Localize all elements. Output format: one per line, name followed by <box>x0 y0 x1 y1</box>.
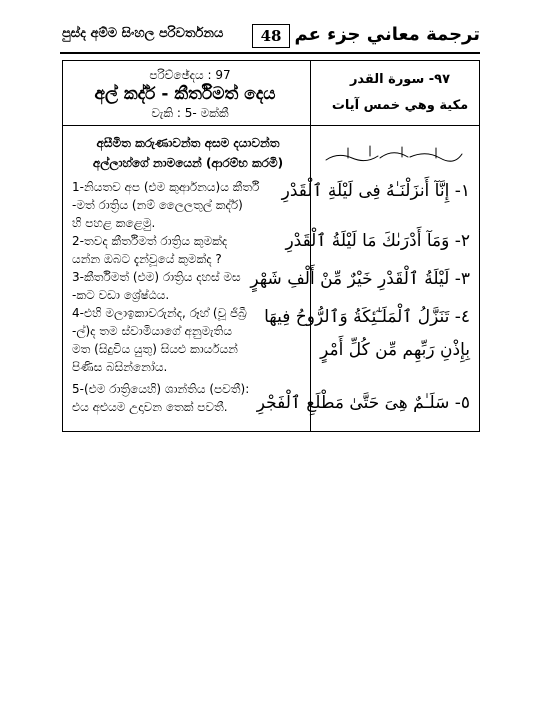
header-title-arabic: ترجمة معاني جزء عم <box>294 24 480 45</box>
translation-line: 5-(එම රාත්‍රියෙහි) ශාන්තිය (පවතී): <box>72 382 250 396</box>
translation-line: මත (සිදුවිය යුතු) සියළු කාර්යයන් <box>72 342 238 356</box>
intro-line: අසීමිත කරුණාවන්ත අසම දයාවන්ත <box>96 136 280 150</box>
translation-line: 3-කීර්තිමත් (එම) රාත්‍රිය දහස් මස <box>72 270 241 284</box>
arabic-verse: ٢- وَمَآ أَدْرَىٰكَ مَا لَيْلَةُ ٱلْقَدْرِ <box>285 231 470 251</box>
arabic-verse: ٣- لَيْلَةُ ٱلْقَدْرِ خَيْرٌ مِّنْ أَلْفِ شَهْرٍ <box>250 269 470 289</box>
header-rule <box>60 52 480 54</box>
arabic-verse: ١- إِنَّآ أَنزَلْنَـٰهُ فِى لَيْلَةِ ٱلْقَدْرِ <box>281 181 470 201</box>
translation-line: 1-නියතව අප (එම කුර්ආනය)ය කීර්ති <box>72 180 260 194</box>
header-title-sinhala: පුස්ද අම්ම සිංහල පරිවර්තනය <box>62 26 224 41</box>
arabic-verse: ٥- سَلَـٰمٌ هِىَ حَتَّىٰ مَطْلَعِ ٱلْفَجْرِ <box>256 393 470 413</box>
translation-line: -කට වඩා ශ්‍රේෂ්ඨය. <box>72 288 170 302</box>
intro-line: අල්ලාහ්ගේ නාමයෙන් (ආරම්භ කරමි) <box>92 156 284 170</box>
arabic-verse: بِإِذْنِ رَبِّهِم مِّن كُلِّ أَمْرٍ <box>320 340 470 360</box>
translation-line: යන්න ඔබට දැන්වූයේ කුමක්ද ? <box>72 252 222 266</box>
bismillah-calligraphy <box>318 142 468 166</box>
arabic-surah-info: مكية وهي خمس آيات <box>331 98 469 113</box>
translation-line: පිණිස බසින්නෝය. <box>72 360 168 374</box>
header-divider <box>62 125 480 126</box>
translation-line: 2-තවද කීර්තිමත් රාත්‍රිය කුමක්ද <box>72 234 228 248</box>
translation-line: 4-එහි මලාඉකාවරුන්ද, රූහ් (වූ ජිබ්‍රී <box>72 306 247 320</box>
translation-line: හි පහළ කළෙමු. <box>72 216 156 230</box>
translation-line: එය අළුයම උදාවන තෙක් පවතී. <box>72 400 228 414</box>
arabic-verse: ٤- تَنَزَّلُ ٱلْمَلَـٰٓئِكَةُ وَٱلرُّوحُ فِيهَا <box>264 307 470 327</box>
arabic-surah-title: ٩٧- سورة القدر <box>349 72 451 87</box>
translation-line: -මත් රාත්‍රිය (නම් ලෛලතුල් කද්ර්) <box>72 198 243 212</box>
chapter-title: අල් කද්ර් - කීර්තිමත් දෙය <box>94 84 276 104</box>
translation-line: -ල්)ද තම ස්වාමියාගේ අනුමැතිය <box>72 324 232 338</box>
verse-info: වැකි : 5- මක්කී <box>151 106 229 120</box>
page-number: 48 <box>252 24 290 48</box>
chapter-label: පරිච්ඡේදය : 97 <box>149 68 231 82</box>
